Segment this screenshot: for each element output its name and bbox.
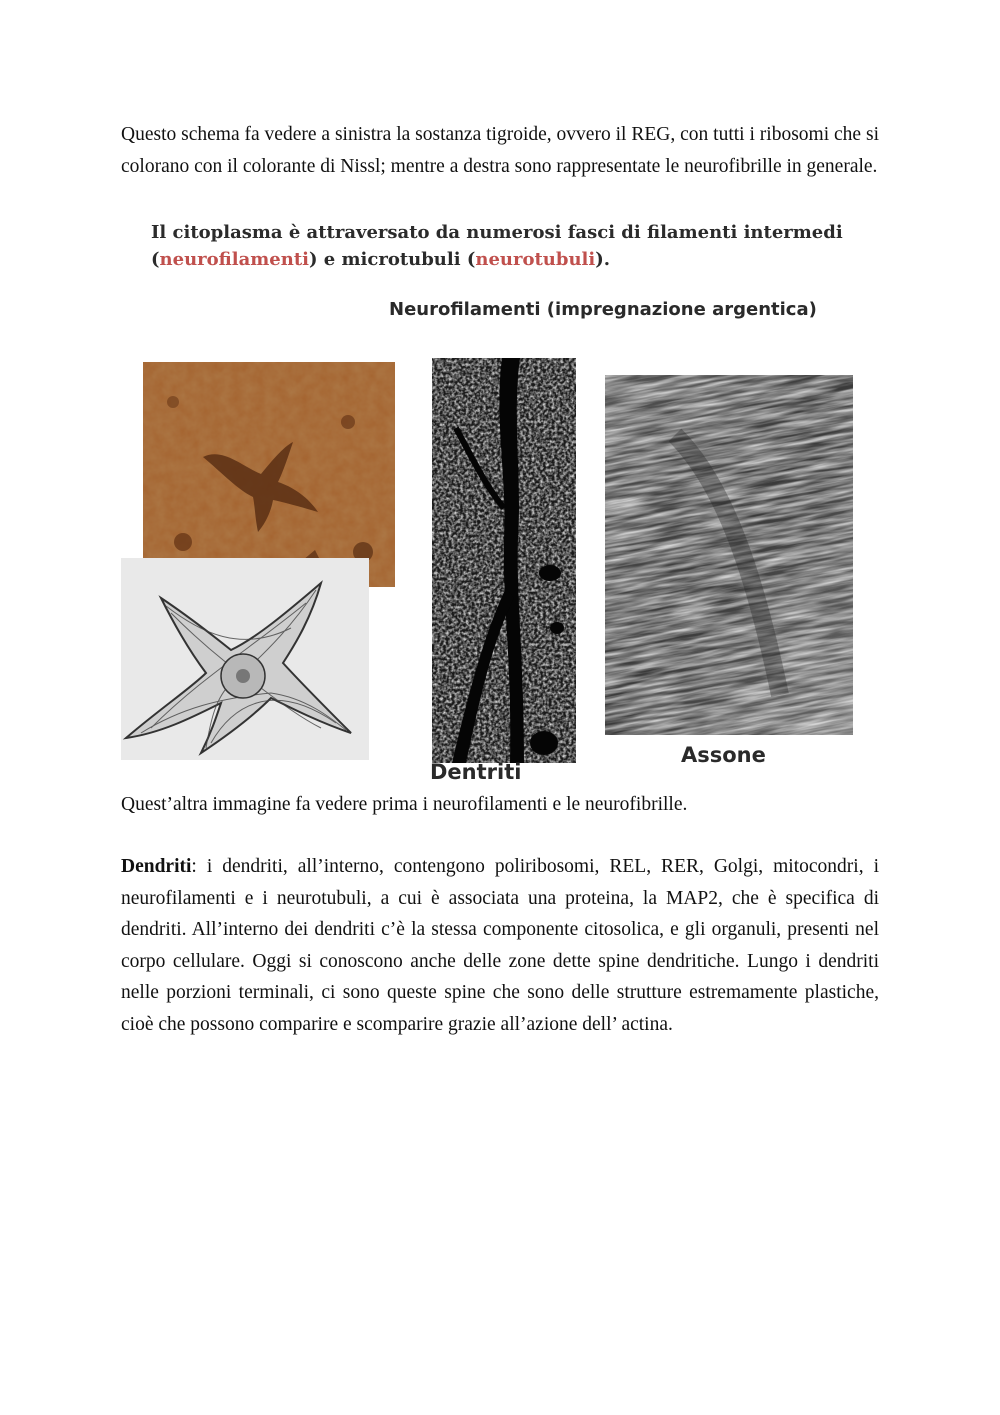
dendrite-micrograph-image [432, 358, 576, 763]
intro-paragraph: Questo schema fa vedere a sinistra la sostanza tigroide, ovvero il REG, con tutti i ribosomi che si colorano con il colorante di Nissl; mentre a destra sono rappresentate le neurofibrille in generale. [121, 124, 879, 177]
dendrite-label: Dentriti [430, 760, 522, 784]
neurofibril-drawing-image [121, 558, 369, 760]
neurofilament-figure [121, 215, 881, 785]
figure-title [151, 219, 843, 273]
figure-title-line1: Il citoplasma è attraversato da numerosi fasci di filamenti intermedi [151, 222, 843, 243]
figure-caption-paragraph: Quest’altra immagine fa vedere prima i neurofilamenti e le neurofibrille. [121, 794, 688, 815]
figure-title-neurotubuli: neurotubuli [475, 249, 596, 270]
axon-micrograph-image [605, 375, 853, 735]
figure-title-mid: ) e microtubuli ( [308, 249, 476, 270]
figure-title-neurofilamenti: neurofilamenti [159, 249, 309, 270]
dendriti-paragraph [121, 851, 879, 1040]
dendriti-term: Dendriti [121, 856, 192, 877]
figure-title-end: ). [595, 249, 611, 270]
axon-label: Assone [681, 743, 766, 767]
nissl-micrograph-image [143, 362, 395, 587]
figure-subtitle: Neurofilamenti (impregnazione argentica) [389, 299, 817, 320]
dendriti-description: : i dendriti, all’interno, contengono poliribosomi, REL, RER, Golgi, mitocondri, i neurofilamenti e i neurotubuli, a cui è associata una proteina, la MAP2, che è specifica di dendriti. All’interno dei dendriti c’è la stessa componente citosolica, e gli organuli, presenti nel corpo cellulare. Oggi si conoscono anche delle zone dette spine dendritiche. Lungo i dendriti nelle porzioni terminali, ci sono queste spine che sono delle strutture estremamente plastiche, cioè che possono comparire e scomparire grazie all’azione dell’ actina. [121, 856, 879, 1035]
figure-title-open: ( [151, 249, 160, 270]
